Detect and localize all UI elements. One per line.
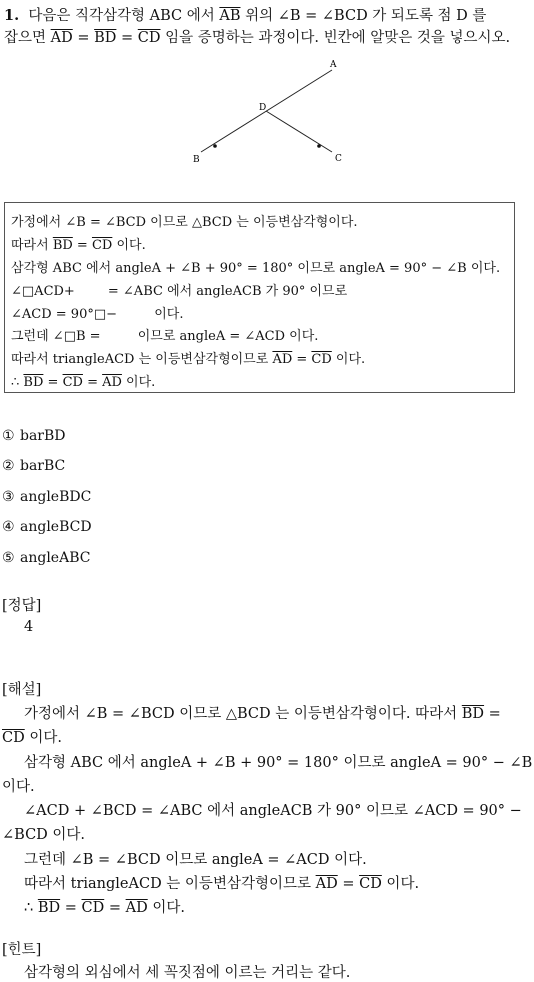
- equals-sign: =: [72, 238, 92, 253]
- explanation-p3-line1: ∠ACD + ∠BCD = ∠ABC 에서 angleACB 가 90° 이므로 ∠ACD = 90° −: [24, 803, 522, 819]
- segment-ab: $\overline{AB}$: [219, 8, 241, 24]
- proof-line-3: 삼각형 ABC 에서 angleA + ∠B + 90° = 180° 이므로 angleA = 90° − ∠B 이다.: [11, 261, 501, 276]
- choice-text: angleBCD: [20, 519, 92, 535]
- segment-ad: $\overline{AD}$: [272, 352, 293, 367]
- explanation-text: 이다.: [147, 900, 185, 916]
- therefore-symbol: ∴: [11, 375, 24, 390]
- segment-cd: $\overline{CD}$: [2, 730, 25, 746]
- question-text: 임을 증명하는 과정이다. 빈칸에 알맞은 것을 넣으시오.: [160, 30, 511, 46]
- equals-sign: =: [104, 900, 126, 916]
- segment-cd: $\overline{CD}$: [137, 30, 161, 46]
- choice-text: angleBDC: [20, 489, 92, 505]
- proof-line-7: [11, 348, 365, 367]
- point-c-dot: [317, 144, 321, 148]
- equals-sign: =: [72, 30, 95, 46]
- proof-text: 이다.: [331, 352, 366, 367]
- hint-text: 삼각형의 외심에서 세 꼭짓점에 이르는 거리는 같다.: [24, 965, 351, 981]
- proof-line-4: ∠□ACD+ = ∠ABC 에서 angleACB 가 90° 이므로: [11, 284, 348, 299]
- label-b: B: [193, 155, 200, 165]
- question-text: 다음은 직각삼각형 ABC 에서: [28, 8, 220, 24]
- segment-ad: $\overline{AD}$: [125, 900, 148, 916]
- segment-cd: $\overline{CD}$: [359, 876, 382, 892]
- question-number: 1.: [4, 7, 20, 24]
- segment-bd: $\overline{BD}$: [94, 30, 117, 46]
- question-line-2: [4, 26, 510, 47]
- equals-sign: =: [60, 900, 82, 916]
- explanation-p6: [24, 896, 185, 917]
- explanation-text: 이다.: [24, 730, 62, 746]
- choice-4[interactable]: [2, 519, 92, 535]
- explanation-text: 따라서 triangleACD 는 이등변삼각형이므로: [24, 876, 316, 892]
- explanation-p3-line2: ∠BCD 이다.: [2, 827, 86, 843]
- choice-marker: ④: [2, 519, 15, 535]
- explanation-heading: [해설]: [2, 682, 42, 698]
- equals-sign: =: [337, 876, 360, 892]
- choice-1[interactable]: [2, 428, 66, 444]
- choice-2[interactable]: [2, 458, 65, 474]
- triangle-figure: [186, 56, 356, 168]
- segment-cd: $\overline{CD}$: [311, 352, 332, 367]
- proof-line-5: ∠ACD = 90°□− 이다.: [11, 307, 184, 322]
- choice-text: barBC: [20, 458, 66, 474]
- choice-5[interactable]: [2, 550, 90, 566]
- equals-sign: =: [484, 706, 501, 722]
- question-text: 위의 ∠B = ∠BCD 가 되도록 점 D 를: [240, 8, 487, 24]
- line-dc: [266, 111, 332, 152]
- question-text: 잡으면: [4, 30, 51, 46]
- choice-marker: ⑤: [2, 550, 15, 566]
- choice-3[interactable]: [2, 489, 91, 505]
- explanation-p1-line1: [24, 702, 501, 723]
- question-line-1: [4, 4, 486, 25]
- equals-sign: =: [292, 352, 312, 367]
- equals-sign: =: [43, 375, 63, 390]
- segment-cd: $\overline{CD}$: [81, 900, 105, 916]
- proof-line-1: 가정에서 ∠B = ∠BCD 이므로 △BCD 는 이등변삼각형이다.: [11, 215, 358, 230]
- explanation-text: 가정에서 ∠B = ∠BCD 이므로 △BCD 는 이등변삼각형이다. 따라서: [24, 706, 462, 722]
- choice-marker: ②: [2, 458, 15, 474]
- segment-bd: $\overline{BD}$: [461, 706, 485, 722]
- proof-line-2: [11, 234, 146, 253]
- segment-bd: $\overline{BD}$: [23, 375, 44, 390]
- segment-ad: $\overline{AD}$: [315, 876, 338, 892]
- segment-bd: $\overline{BD}$: [37, 900, 61, 916]
- proof-text: 이다.: [121, 375, 156, 390]
- explanation-p5: [24, 872, 419, 893]
- therefore-symbol: ∴: [24, 900, 38, 916]
- equals-sign: =: [82, 375, 103, 390]
- segment-bd: $\overline{BD}$: [52, 238, 73, 253]
- choice-marker: ①: [2, 428, 15, 444]
- equals-sign: =: [116, 30, 138, 46]
- answer-heading: [정답]: [2, 598, 42, 614]
- hint-heading: [힌트]: [2, 942, 42, 958]
- choice-text: angleABC: [20, 550, 91, 566]
- segment-cd: $\overline{CD}$: [91, 238, 113, 253]
- proof-line-8: [11, 371, 155, 390]
- triangle-diagram: [186, 56, 356, 168]
- choice-marker: ③: [2, 489, 15, 505]
- segment-ad: $\overline{AD}$: [102, 375, 122, 390]
- segment-cd: $\overline{CD}$: [62, 375, 83, 390]
- explanation-p2-line2: 이다.: [2, 779, 35, 795]
- answer-value: 4: [24, 619, 34, 635]
- proof-box: [4, 202, 515, 393]
- point-b-dot: [213, 144, 217, 148]
- explanation-text: 이다.: [381, 876, 420, 892]
- proof-line-6: 그런데 ∠□B = 이므로 angleA = ∠ACD 이다.: [11, 329, 319, 344]
- segment-ad: $\overline{AD}$: [50, 30, 73, 46]
- explanation-p1-line2: [2, 726, 62, 747]
- explanation-p2-line1: 삼각형 ABC 에서 angleA + ∠B + 90° = 180° 이므로 angleA = 90° − ∠B: [24, 755, 533, 771]
- proof-text: 따라서: [11, 238, 53, 253]
- proof-text: 따라서 triangleACD 는 이등변삼각형이므로: [11, 352, 273, 367]
- label-a: A: [330, 60, 337, 70]
- choice-text: barBD: [20, 428, 66, 444]
- proof-text: 이다.: [112, 238, 146, 253]
- label-d: D: [259, 103, 267, 113]
- label-c: C: [335, 154, 342, 164]
- explanation-p4: 그런데 ∠B = ∠BCD 이므로 angleA = ∠ACD 이다.: [24, 852, 367, 868]
